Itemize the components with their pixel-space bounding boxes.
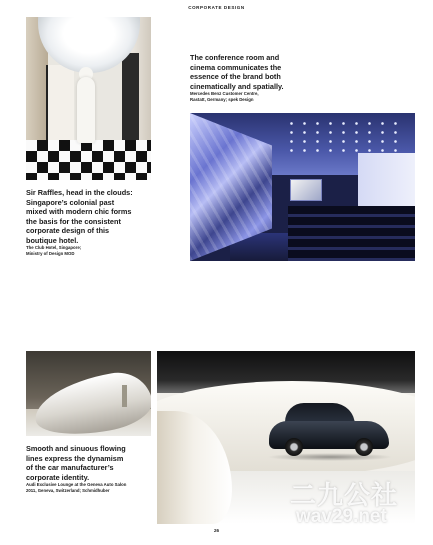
caption-credit: Audi Exclusive Lounge at the Geneva Auto Salon xyxy=(26,482,127,487)
caption-line: the basis for the consistent xyxy=(26,216,121,226)
lounge-counter-photo xyxy=(26,351,151,436)
caption-credit: Rastatt, Germany; spek Design xyxy=(190,97,254,103)
caption-line: Smooth and sinuous flowing xyxy=(26,444,126,453)
cinema-screen xyxy=(290,179,322,201)
wheel-icon xyxy=(285,438,303,456)
conference-caption xyxy=(190,53,390,104)
caption-line: lines express the dynamism xyxy=(26,453,124,463)
caption-line: of the car manufacturer’s xyxy=(26,463,114,472)
caption-line: cinematically and spatially. xyxy=(190,81,284,91)
seat-rows xyxy=(288,206,415,261)
caption-line: corporate identity. xyxy=(26,472,90,482)
page-number: 26 xyxy=(213,528,219,533)
caption-line: Sir Raffles, head in the clouds: xyxy=(26,188,133,197)
caption-line: cinema communicates the xyxy=(190,62,282,72)
caption-line: mixed with modern chic forms xyxy=(26,207,132,216)
wheel-icon xyxy=(355,438,373,456)
caption-line: boutique hotel. xyxy=(26,235,79,245)
hotel-caption xyxy=(26,188,176,258)
lounge-caption xyxy=(26,444,154,495)
watermark-cn: 二九公社 xyxy=(290,480,399,510)
section-header: CORPORATE DESIGN xyxy=(188,5,245,10)
caption-credit: Ministry of Design MOD xyxy=(26,251,75,257)
caption-line: corporate design of this xyxy=(26,226,110,235)
watermark-url: wav29.net xyxy=(296,506,387,527)
hotel-lobby-photo xyxy=(26,17,151,180)
caption-credit: Mercedes Benz Customer Centre, xyxy=(190,91,259,96)
statue-figure xyxy=(77,77,95,143)
caption-line: The conference room and xyxy=(190,53,280,62)
caption-credit: The Club Hotel, Singapore; xyxy=(26,245,82,250)
conference-room-photo xyxy=(190,113,415,261)
caption-line: essence of the brand both xyxy=(190,72,281,81)
caption-credit: 2011, Geneva, Switzerland; Schmidhuber xyxy=(26,488,110,494)
caption-line: Singapore’s colonial past xyxy=(26,197,115,207)
